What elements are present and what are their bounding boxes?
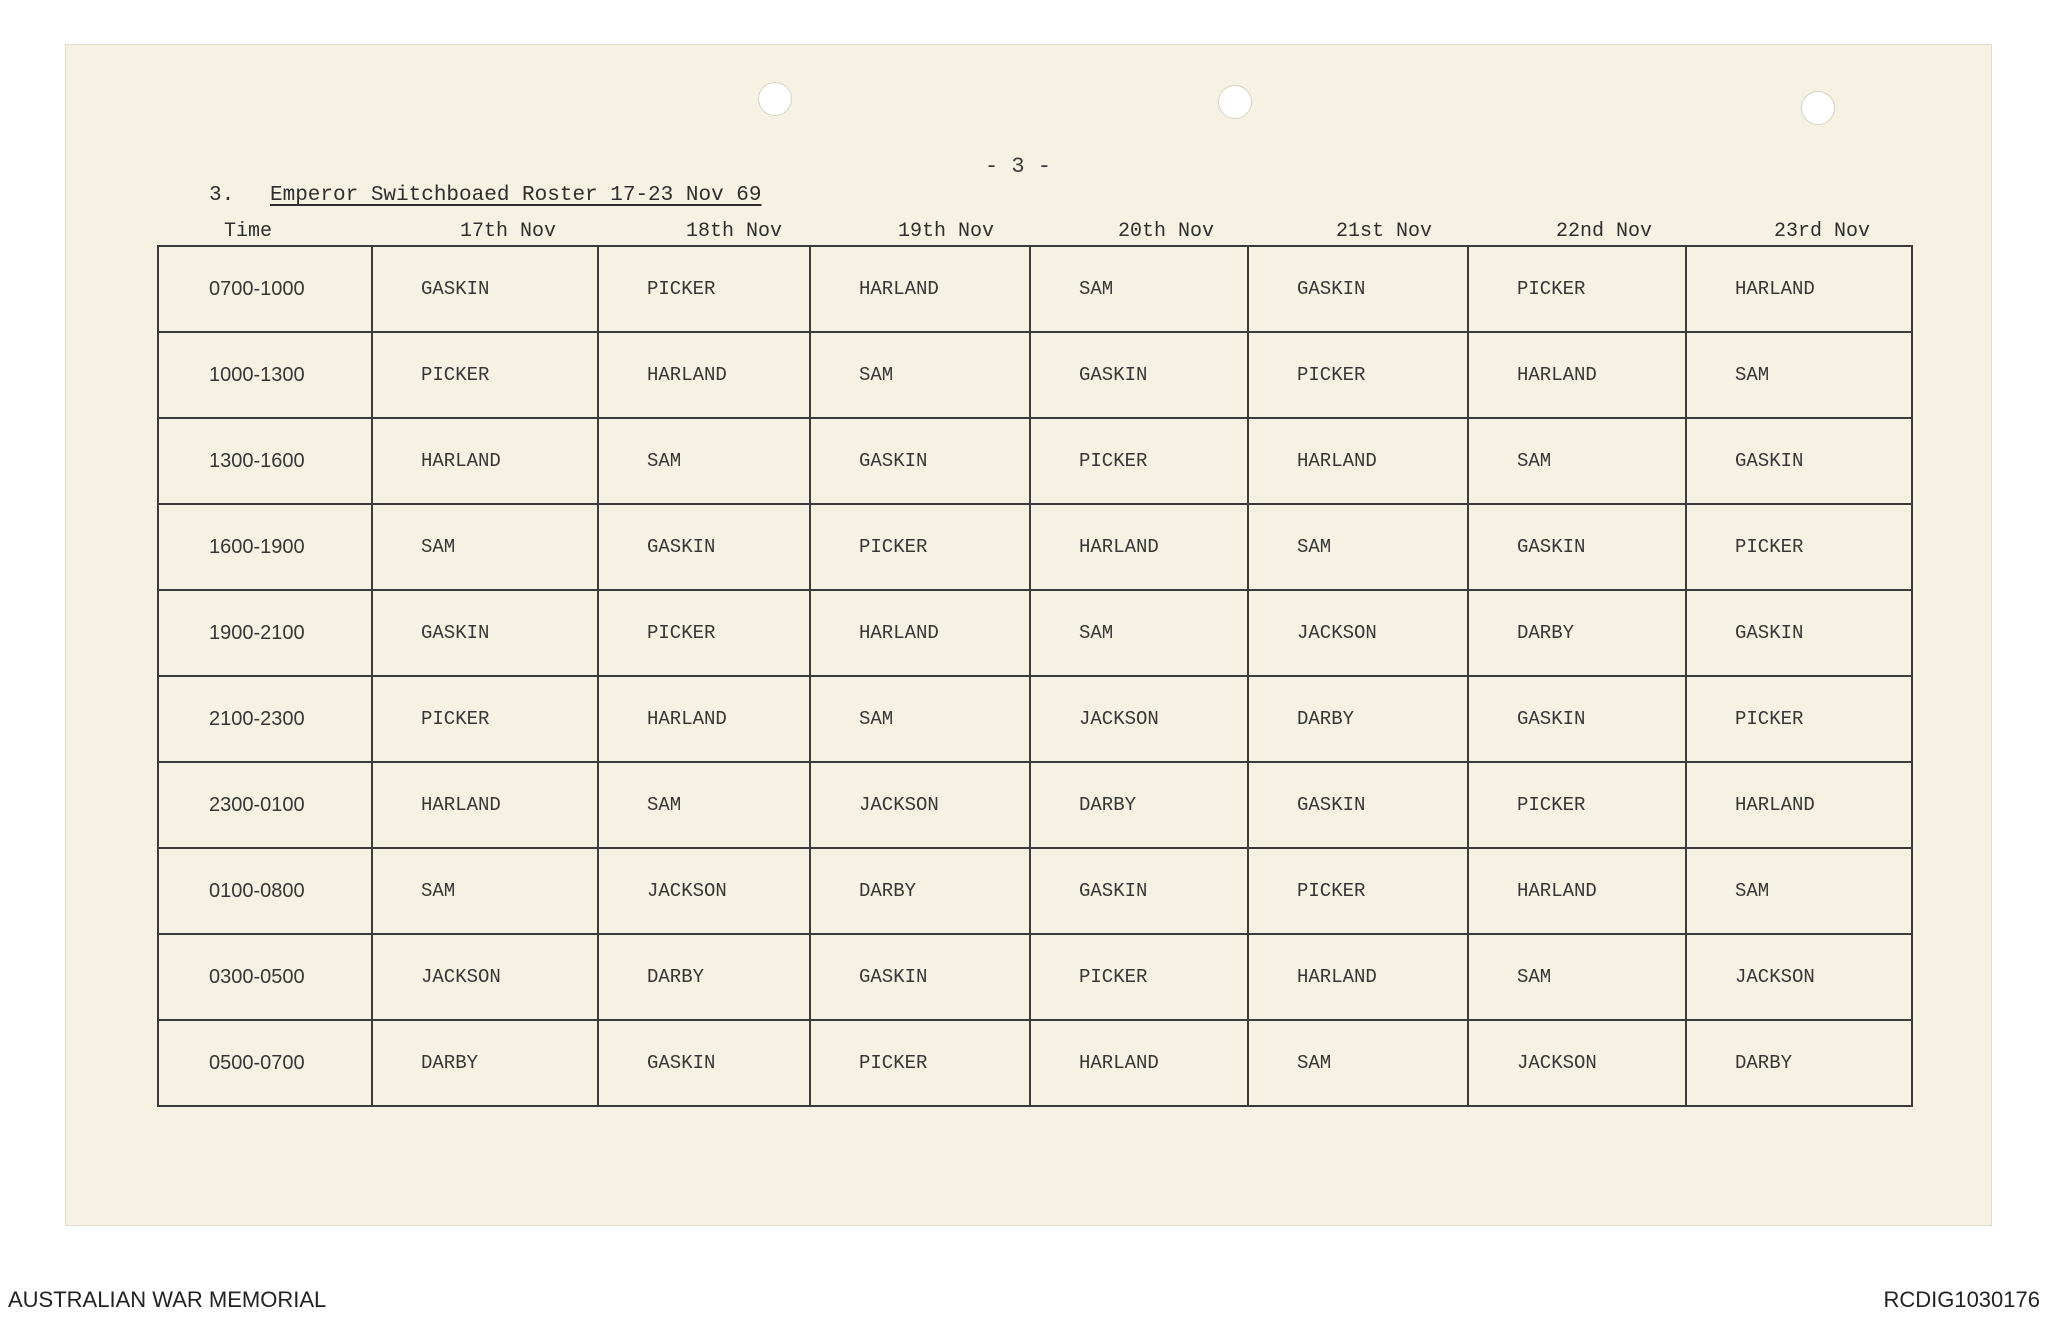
- operator-cell: GASKIN: [1030, 332, 1248, 418]
- operator-cell: HARLAND: [1030, 504, 1248, 590]
- time-slot-cell: 1900-2100: [158, 590, 372, 676]
- footer-left: AUSTRALIAN WAR MEMORIAL: [8, 1287, 327, 1312]
- operator-cell: JACKSON: [1468, 1020, 1686, 1106]
- operator-cell: DARBY: [810, 848, 1030, 934]
- operator-cell: SAM: [810, 332, 1030, 418]
- column-header: 19th Nov: [898, 220, 995, 243]
- operator-cell: HARLAND: [1468, 848, 1686, 934]
- operator-cell: GASKIN: [598, 504, 810, 590]
- operator-cell: GASKIN: [1030, 848, 1248, 934]
- column-header: 17th Nov: [460, 220, 557, 243]
- operator-cell: GASKIN: [1468, 504, 1686, 590]
- table-row: [158, 418, 1912, 504]
- table-row: [158, 934, 1912, 1020]
- operator-cell: HARLAND: [1468, 332, 1686, 418]
- column-header: Time: [224, 220, 273, 243]
- operator-cell: GASKIN: [598, 1020, 810, 1106]
- operator-cell: HARLAND: [1686, 246, 1912, 332]
- operator-cell: HARLAND: [1248, 934, 1468, 1020]
- table-row: [158, 676, 1912, 762]
- column-header: 21st Nov: [1336, 220, 1433, 243]
- operator-cell: PICKER: [1248, 332, 1468, 418]
- operator-cell: GASKIN: [372, 246, 598, 332]
- table-row: [158, 246, 1912, 332]
- operator-cell: PICKER: [598, 590, 810, 676]
- operator-cell: DARBY: [1686, 1020, 1912, 1106]
- operator-cell: PICKER: [1030, 418, 1248, 504]
- operator-cell: PICKER: [1030, 934, 1248, 1020]
- table-row: [158, 590, 1912, 676]
- page-number: - 3 -: [985, 154, 1052, 179]
- operator-cell: HARLAND: [372, 762, 598, 848]
- operator-cell: JACKSON: [1686, 934, 1912, 1020]
- operator-cell: SAM: [1468, 934, 1686, 1020]
- operator-cell: HARLAND: [810, 246, 1030, 332]
- operator-cell: GASKIN: [1468, 676, 1686, 762]
- header-row: [158, 220, 1912, 246]
- operator-cell: HARLAND: [598, 676, 810, 762]
- column-header: 23rd Nov: [1774, 220, 1871, 243]
- time-slot-cell: 1600-1900: [158, 504, 372, 590]
- operator-cell: PICKER: [372, 332, 598, 418]
- time-slot-cell: 0100-0800: [158, 848, 372, 934]
- operator-cell: SAM: [1248, 504, 1468, 590]
- operator-cell: HARLAND: [810, 590, 1030, 676]
- operator-cell: HARLAND: [1686, 762, 1912, 848]
- operator-cell: SAM: [1686, 848, 1912, 934]
- table-row: [158, 848, 1912, 934]
- operator-cell: SAM: [1248, 1020, 1468, 1106]
- column-header: 20th Nov: [1118, 220, 1215, 243]
- operator-cell: SAM: [1030, 246, 1248, 332]
- table-row: [158, 504, 1912, 590]
- operator-cell: PICKER: [1468, 246, 1686, 332]
- time-slot-cell: 0700-1000: [158, 246, 372, 332]
- operator-cell: GASKIN: [810, 934, 1030, 1020]
- punch-hole: [1218, 85, 1252, 119]
- operator-cell: JACKSON: [810, 762, 1030, 848]
- operator-cell: GASKIN: [372, 590, 598, 676]
- operator-cell: PICKER: [1468, 762, 1686, 848]
- operator-cell: SAM: [1686, 332, 1912, 418]
- time-slot-cell: 0300-0500: [158, 934, 372, 1020]
- operator-cell: DARBY: [1248, 676, 1468, 762]
- roster-table: [157, 220, 1913, 1107]
- operator-cell: DARBY: [598, 934, 810, 1020]
- operator-cell: HARLAND: [1248, 418, 1468, 504]
- operator-cell: GASKIN: [1686, 590, 1912, 676]
- operator-cell: HARLAND: [372, 418, 598, 504]
- time-slot-cell: 2100-2300: [158, 676, 372, 762]
- operator-cell: HARLAND: [598, 332, 810, 418]
- operator-cell: JACKSON: [598, 848, 810, 934]
- operator-cell: JACKSON: [1248, 590, 1468, 676]
- operator-cell: SAM: [372, 848, 598, 934]
- table-row: [158, 332, 1912, 418]
- operator-cell: PICKER: [372, 676, 598, 762]
- table-row: [158, 762, 1912, 848]
- operator-cell: DARBY: [1468, 590, 1686, 676]
- operator-cell: SAM: [598, 762, 810, 848]
- roster-title: Emperor Switchboaed Roster 17-23 Nov 69: [270, 184, 762, 207]
- operator-cell: JACKSON: [372, 934, 598, 1020]
- operator-cell: GASKIN: [810, 418, 1030, 504]
- table-row: [158, 1020, 1912, 1106]
- punch-hole: [1801, 91, 1835, 125]
- operator-cell: DARBY: [1030, 762, 1248, 848]
- operator-cell: GASKIN: [1248, 762, 1468, 848]
- operator-cell: PICKER: [1686, 676, 1912, 762]
- operator-cell: GASKIN: [1248, 246, 1468, 332]
- operator-cell: PICKER: [1248, 848, 1468, 934]
- time-slot-cell: 2300-0100: [158, 762, 372, 848]
- operator-cell: PICKER: [1686, 504, 1912, 590]
- operator-cell: GASKIN: [1686, 418, 1912, 504]
- footer-right: RCDIG1030176: [1883, 1287, 2040, 1312]
- operator-cell: JACKSON: [1030, 676, 1248, 762]
- operator-cell: SAM: [598, 418, 810, 504]
- operator-cell: HARLAND: [1030, 1020, 1248, 1106]
- operator-cell: SAM: [1468, 418, 1686, 504]
- operator-cell: DARBY: [372, 1020, 598, 1106]
- operator-cell: PICKER: [598, 246, 810, 332]
- punch-hole: [758, 82, 792, 116]
- operator-cell: SAM: [1030, 590, 1248, 676]
- time-slot-cell: 0500-0700: [158, 1020, 372, 1106]
- time-slot-cell: 1300-1600: [158, 418, 372, 504]
- operator-cell: SAM: [372, 504, 598, 590]
- operator-cell: PICKER: [810, 504, 1030, 590]
- column-header: 22nd Nov: [1556, 220, 1653, 243]
- section-number: 3.: [209, 184, 235, 207]
- operator-cell: SAM: [810, 676, 1030, 762]
- operator-cell: PICKER: [810, 1020, 1030, 1106]
- column-header: 18th Nov: [686, 220, 783, 243]
- time-slot-cell: 1000-1300: [158, 332, 372, 418]
